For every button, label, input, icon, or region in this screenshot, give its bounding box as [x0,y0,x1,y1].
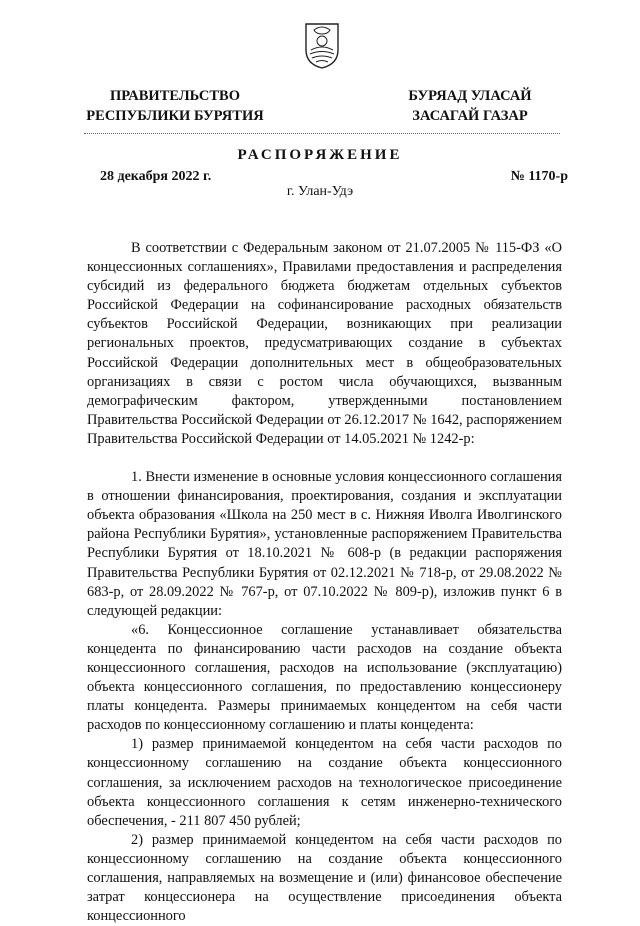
clause-6-paragraph: «6. Концессионное соглашение устанавливает обязательства концедента по финансированию части расходов на создание объекта концессионного соглашения, расходов на использование (эксплуатацию) объекта концессионного соглашения, по предоставлению концессионеру платы концедента. Размеры принимаемых концедентом на себя части расходов по концессионному соглашению и платы концедента: [87,621,562,734]
issuer-buryat-line-2: ЗАСАГАЙ ГАЗАР [412,108,528,124]
preamble-paragraph: В соответствии с Федеральным законом от 21.07.2005 № 115-ФЗ «О концессионных соглашениях», Правилами предоставления и распределения субсидий из федерального бюджета бюджетам отдельных субъектов Российской Федерации на софинансирование расходных обязательств субъектов Российской Федерации, возникающих при реализации региональных проектов, предусматривающих создание в субъектах Российской Федерации дополнительных мест в общеобразовательных организациях в связи с ростом числа обучающихся, вызванным демографическим фактором, утвержденными постановлением Правительства Российской Федерации от 26.12.2017 № 1642, распоряжением Правительства Российской Федерации от 14.05.2021 № 1242-р: [87,240,562,447]
issuer-buryat-line-1: БУРЯАД УЛАСАЙ [408,88,532,104]
subclause-1-paragraph: 1) размер принимаемой концедентом на себя части расходов по концессионному соглашению на создание объекта концессионного соглашения, за исключением расходов на технологическое присоединение объекта концессионного соглашения к сетям инженерно-технического обеспечения, - 211 807 450 рублей; [87,736,562,829]
coat-of-arms-icon [302,20,342,70]
header-divider [84,133,560,134]
clause-1-paragraph: 1. Внести изменение в основные условия концессионного соглашения в отношении финансирования, проектирования, создания и эксплуатации объекта образования «Школа на 250 мест в с. Нижняя Иволга Иволгинского района Республики Бурятия», установленные распоряжением Правительства Республики Бурятия от 18.10.2021 № 608-р (в редакции распоряжения Правительства Республики Бурятия от 02.12.2021 № 718-р, от 29.08.2022 № 683-р, от 28.09.2022 № 767-р, от 07.10.2022 № 809-р), изложив пункт 6 в следующей редакции: [87,469,562,619]
issuer-line-1: ПРАВИТЕЛЬСТВО [110,88,240,104]
document-city: г. Улан-Удэ [286,184,354,199]
document-type: РАСПОРЯЖЕНИЕ [237,147,403,163]
document-body [87,239,562,926]
document-number: № 1170-р [510,169,568,184]
document-date: 28 декабря 2022 г. [100,169,212,184]
issuer-line-2: РЕСПУБЛИКИ БУРЯТИЯ [86,108,264,124]
issuer-russian [70,86,280,126]
issuer-buryat [370,86,570,126]
subclause-2-paragraph: 2) размер принимаемой концедентом на себя части расходов по концессионному соглашению на создание объекта концессионного соглашения, направляемых на возмещение и (или) финансовое обеспечение затрат концессионера на осуществление присоединения объекта концессионного [87,831,562,925]
